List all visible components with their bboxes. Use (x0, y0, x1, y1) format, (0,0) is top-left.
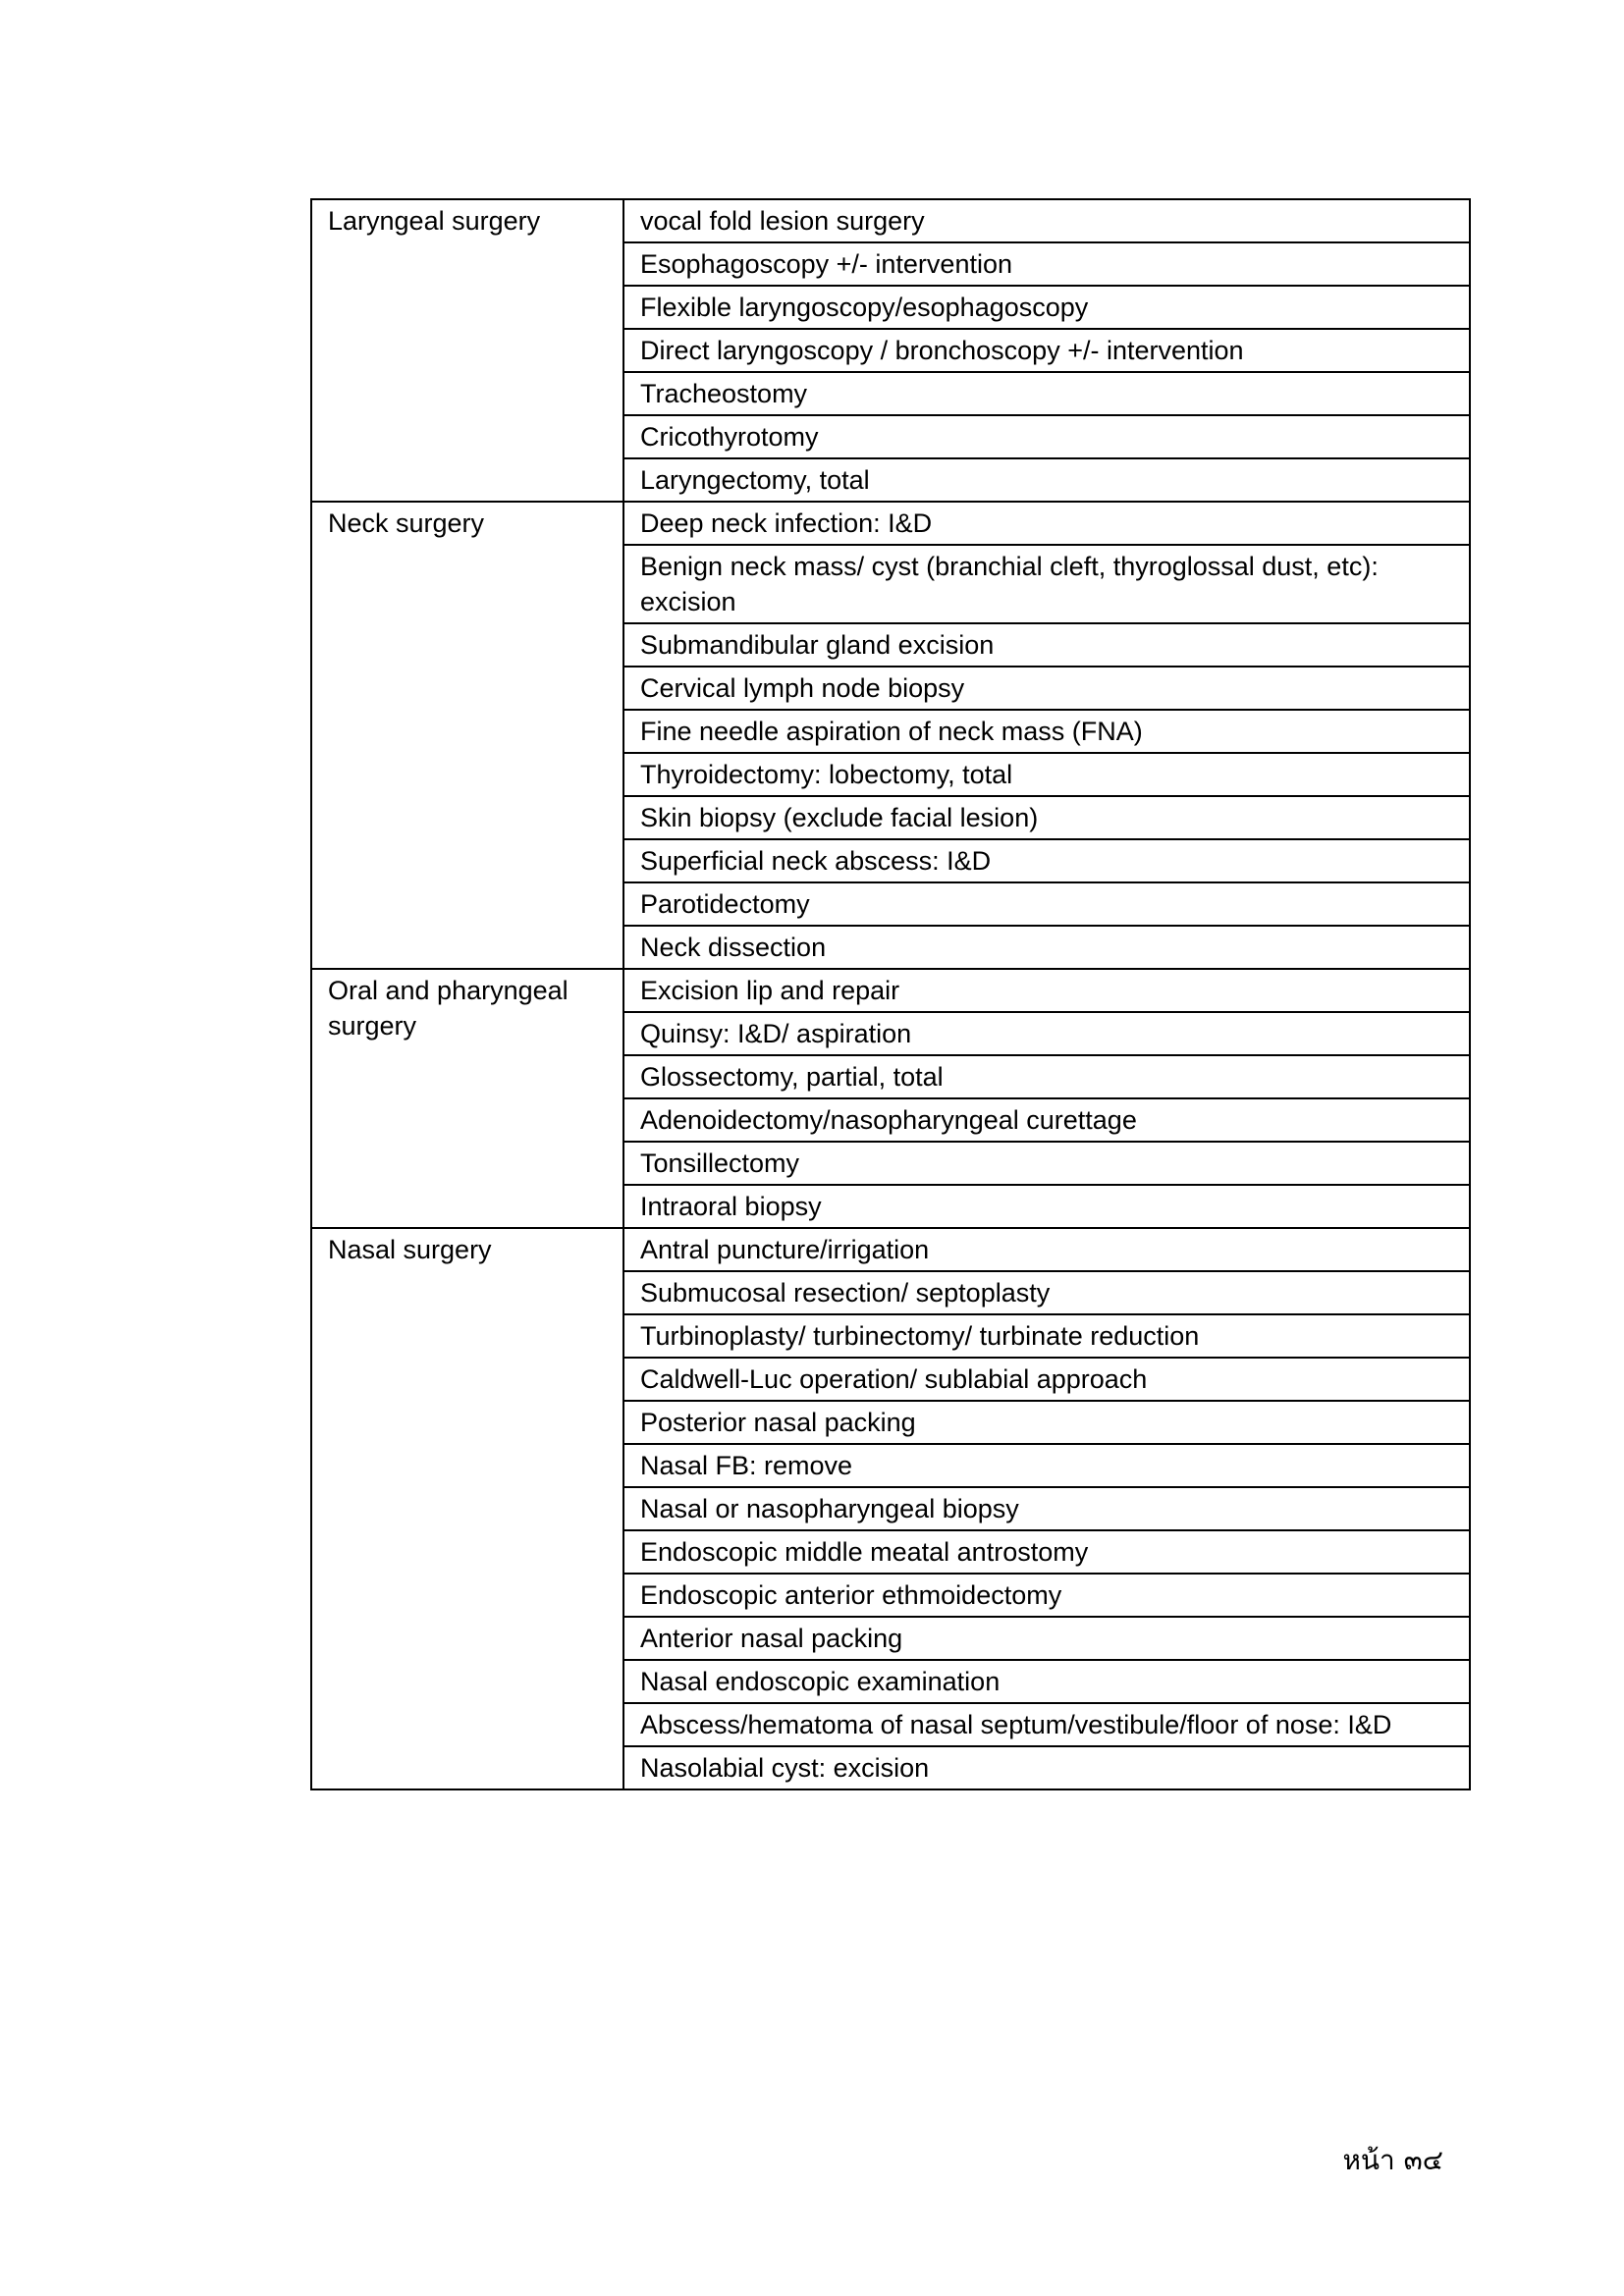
procedure-cell: Tonsillectomy (623, 1142, 1470, 1185)
table-body (311, 199, 1470, 1789)
procedure-cell: Cricothyrotomy (623, 415, 1470, 458)
procedure-cell: Intraoral biopsy (623, 1185, 1470, 1228)
category-cell: Nasal surgery (311, 1228, 623, 1789)
procedure-cell: Neck dissection (623, 926, 1470, 969)
procedure-cell: Thyroidectomy: lobectomy, total (623, 753, 1470, 796)
procedure-cell: Flexible laryngoscopy/esophagoscopy (623, 286, 1470, 329)
procedure-table (310, 198, 1471, 1790)
procedure-cell: Nasal FB: remove (623, 1444, 1470, 1487)
procedure-cell: Posterior nasal packing (623, 1401, 1470, 1444)
procedure-cell: vocal fold lesion surgery (623, 199, 1470, 242)
procedure-cell: Excision lip and repair (623, 969, 1470, 1012)
procedure-cell: Skin biopsy (exclude facial lesion) (623, 796, 1470, 839)
procedure-cell: Endoscopic middle meatal antrostomy (623, 1530, 1470, 1574)
procedure-cell: Tracheostomy (623, 372, 1470, 415)
procedure-cell: Nasal endoscopic examination (623, 1660, 1470, 1703)
table-row (311, 199, 1470, 242)
procedure-cell: Nasal or nasopharyngeal biopsy (623, 1487, 1470, 1530)
procedure-cell: Adenoidectomy/nasopharyngeal curettage (623, 1098, 1470, 1142)
procedure-cell: Turbinoplasty/ turbinectomy/ turbinate reduction (623, 1314, 1470, 1358)
procedure-cell: Quinsy: I&D/ aspiration (623, 1012, 1470, 1055)
procedure-cell: Submucosal resection/ septoplasty (623, 1271, 1470, 1314)
procedure-cell: Fine needle aspiration of neck mass (FNA) (623, 710, 1470, 753)
procedure-cell: Direct laryngoscopy / bronchoscopy +/- intervention (623, 329, 1470, 372)
procedure-cell: Submandibular gland excision (623, 623, 1470, 667)
procedure-cell: Benign neck mass/ cyst (branchial cleft, thyroglossal dust, etc): excision (623, 545, 1470, 623)
table-row (311, 1228, 1470, 1271)
procedure-cell: Deep neck infection: I&D (623, 502, 1470, 545)
procedure-cell: Antral puncture/irrigation (623, 1228, 1470, 1271)
procedure-cell: Abscess/hematoma of nasal septum/vestibule/floor of nose: I&D (623, 1703, 1470, 1746)
page-number: หน้า ๓๔ (1342, 2144, 1443, 2176)
procedure-cell: Superficial neck abscess: I&D (623, 839, 1470, 882)
category-cell: Neck surgery (311, 502, 623, 969)
procedure-cell: Laryngectomy, total (623, 458, 1470, 502)
procedure-cell: Glossectomy, partial, total (623, 1055, 1470, 1098)
procedure-cell: Cervical lymph node biopsy (623, 667, 1470, 710)
table-row (311, 502, 1470, 545)
procedure-cell: Endoscopic anterior ethmoidectomy (623, 1574, 1470, 1617)
procedure-cell: Caldwell-Luc operation/ sublabial approach (623, 1358, 1470, 1401)
procedure-cell: Anterior nasal packing (623, 1617, 1470, 1660)
category-cell: Oral and pharyngeal surgery (311, 969, 623, 1228)
table-row (311, 969, 1470, 1012)
category-cell: Laryngeal surgery (311, 199, 623, 502)
procedure-cell: Esophagoscopy +/- intervention (623, 242, 1470, 286)
procedure-cell: Nasolabial cyst: excision (623, 1746, 1470, 1789)
procedure-cell: Parotidectomy (623, 882, 1470, 926)
